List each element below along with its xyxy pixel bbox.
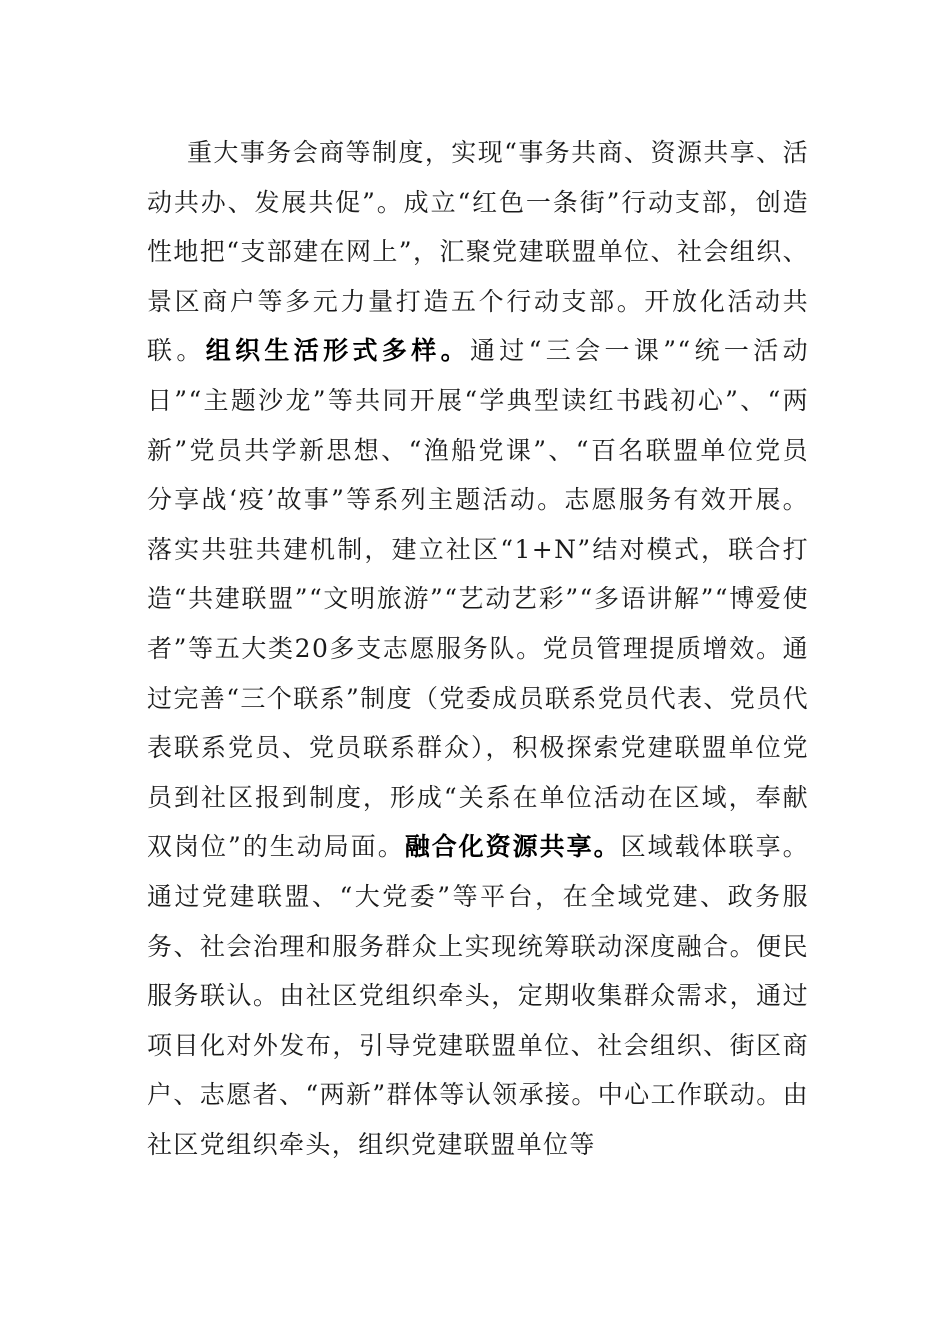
- text-run-2: 通过“三会一课”“统一活动日”“主题沙龙”等共同开展“学典型读红书践初心”、“两新”党员共学新思想、“渔船党课”、“百名联盟单位党员分享战‘疫’故事”等系列主题活动。志愿服务有效开展。落实共驻共建机制，建立社区“1+N”结对模式，联合打造“共建联盟”“文明旅游”“艺动艺彩”“多语讲解”“博爱使者”等五大类20多支志愿服务队。党员管理提质增效。通过完善“三个联系”制度（党委成员联系党员代表、党员代表联系党员、党员联系群众），积极探索党建联盟单位党员到社区报到制度，形成“关系在单位活动在区域，奉献双岗位”的生动局面。: [147, 336, 809, 862]
- text-run-3: 区域载体联享。通过党建联盟、“大党委”等平台，在全域党建、政务服务、社会治理和服务群众上实现统筹联动深度融合。便民服务联认。由社区党组织牵头，定期收集群众需求，通过项目化对外发布，引导党建联盟单位、社会组织、街区商户、志愿者、“两新”群体等认领承接。中心工作联动。由社区党组织牵头，组织党建联盟单位等: [147, 832, 809, 1159]
- text-run-1: 重大事务会商等制度，实现“事务共商、资源共享、活动共办、发展共促”。成立“红色一条街”行动支部，创造性地把“支部建在网上”，汇聚党建联盟单位、社会组织、景区商户等多元力量打造五个行动支部。开放化活动共联。: [147, 138, 809, 366]
- bold-heading-organization-life: 组织生活形式多样。: [205, 336, 470, 366]
- body-paragraph: [147, 128, 809, 1169]
- bold-heading-resource-sharing: 融合化资源共享。: [404, 832, 621, 862]
